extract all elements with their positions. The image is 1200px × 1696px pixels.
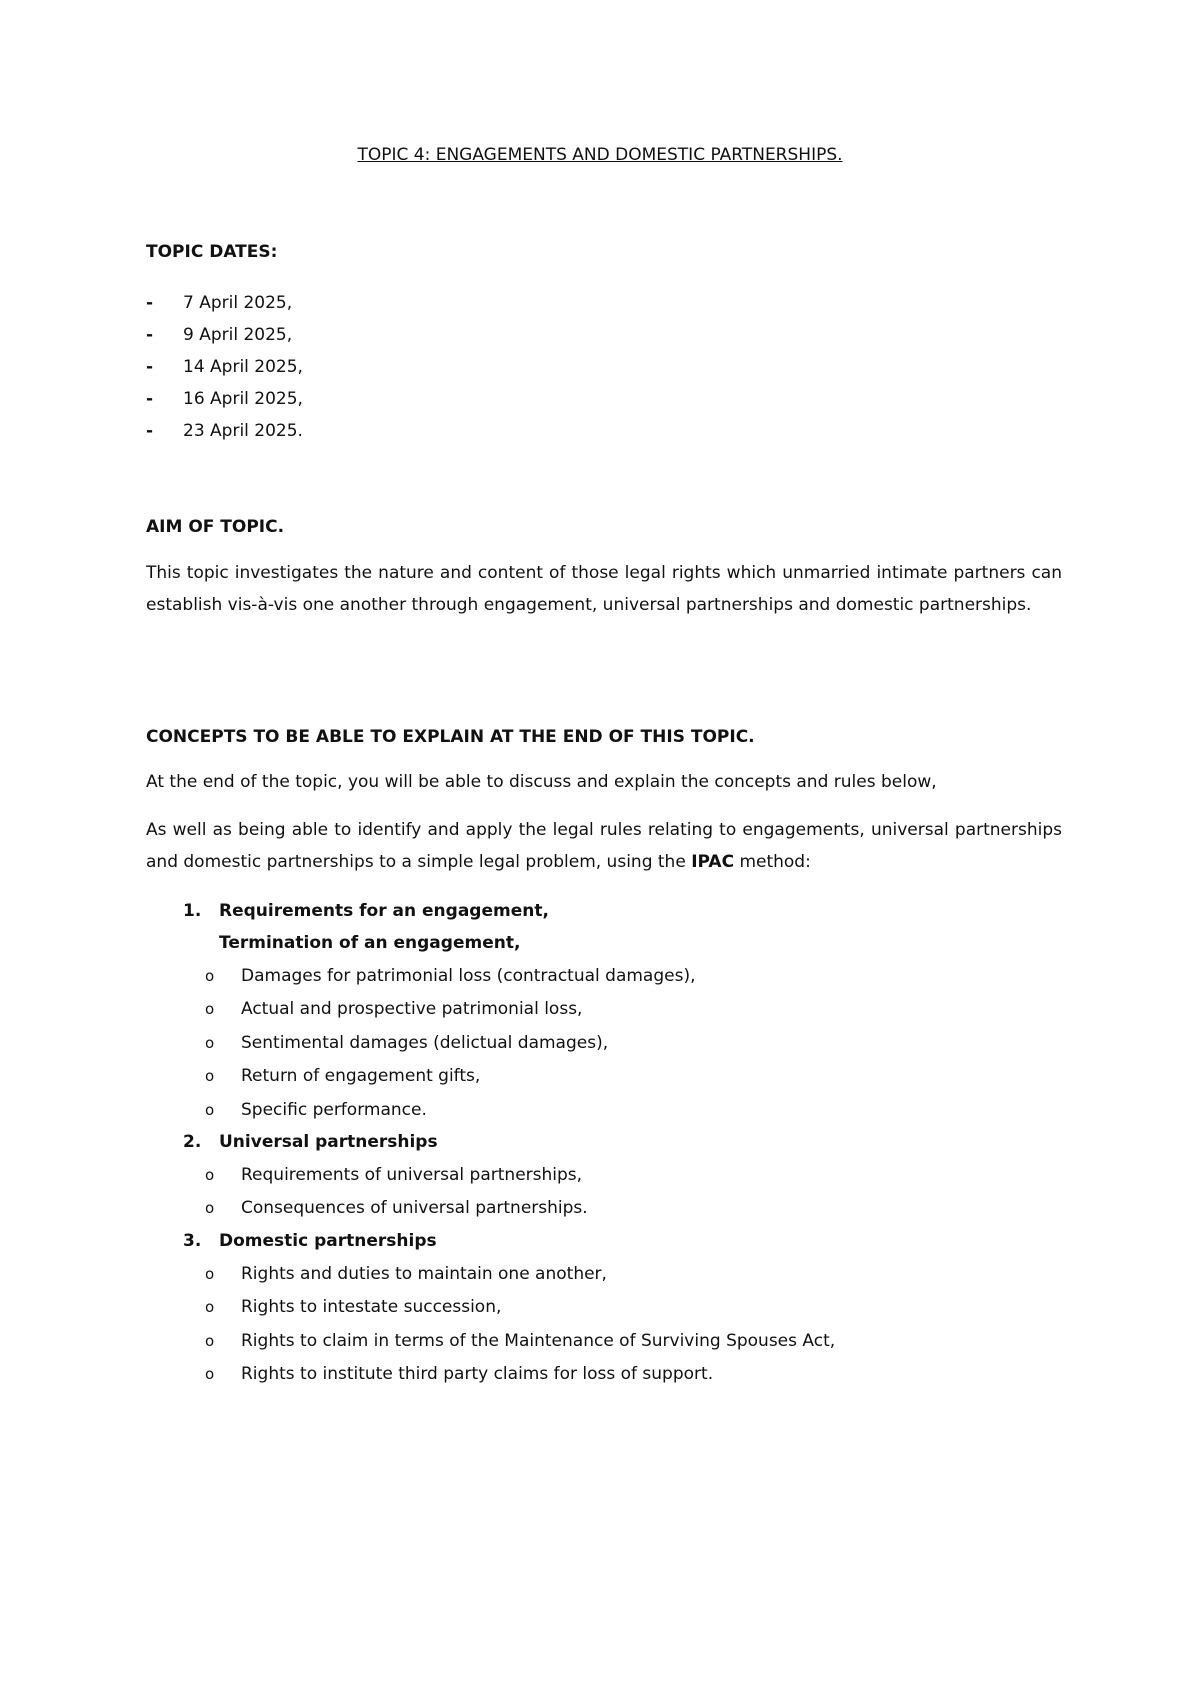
circle-bullet: o: [205, 1265, 215, 1283]
list-item: [205, 1192, 588, 1225]
circle-bullet: o: [205, 1033, 215, 1052]
date-item: [146, 415, 303, 447]
list-item: [205, 1258, 835, 1291]
circle-bullet: o: [205, 1298, 215, 1317]
list-item-text: Return of engagement gifts,: [241, 1066, 481, 1087]
date-item: [146, 351, 303, 383]
concepts-heading: CONCEPTS TO BE ABLE TO EXPLAIN AT THE END OF THIS TOPIC.: [146, 727, 755, 747]
dash-bullet: -: [146, 357, 154, 377]
concepts-intro: At the end of the topic, you will be able to discuss and explain the concepts and rules below,: [146, 772, 937, 792]
paragraph-text: As well as being able to identify and apply the legal rules relating to engagements, universal partnerships and domestic partnerships to a simple legal problem, using the: [146, 820, 1062, 872]
section-2-title: [183, 1126, 438, 1158]
date-text: 7 April 2025,: [183, 293, 293, 313]
date-text: 16 April 2025,: [183, 389, 303, 409]
date-item: [146, 383, 303, 415]
section-title-text: Universal partnerships: [219, 1132, 438, 1152]
section-1-list: [205, 960, 696, 1127]
section-3-list: [205, 1258, 835, 1392]
circle-bullet: o: [205, 1331, 215, 1350]
list-item: [205, 1027, 696, 1060]
circle-bullet: o: [205, 1166, 215, 1184]
date-text: 9 April 2025,: [183, 325, 293, 345]
list-item: [205, 1159, 588, 1192]
section-1-title: [183, 895, 549, 927]
document-title: TOPIC 4: ENGAGEMENTS AND DOMESTIC PARTNERSHIPS.: [357, 145, 843, 165]
list-item-text: Requirements of universal partnerships,: [241, 1165, 583, 1185]
section-title-text: Requirements for an engagement,: [219, 901, 549, 921]
dash-bullet: -: [146, 389, 154, 409]
list-item: [205, 1291, 835, 1324]
list-item: [205, 1094, 696, 1127]
list-item: [205, 960, 696, 993]
circle-bullet: o: [205, 967, 215, 985]
list-item-text: Consequences of universal partnerships.: [241, 1198, 588, 1219]
list-item-text: Actual and prospective patrimonial loss,: [241, 999, 583, 1020]
circle-bullet: o: [205, 1100, 215, 1119]
section-2-list: [205, 1159, 588, 1226]
paragraph-text: method:: [734, 852, 811, 872]
date-item: [146, 287, 303, 319]
list-item: [205, 993, 696, 1026]
list-item-text: Rights to claim in terms of the Maintenance of Surviving Spouses Act,: [241, 1330, 836, 1351]
topic-dates-list: [146, 287, 303, 447]
circle-bullet: o: [205, 1000, 215, 1019]
list-item-text: Rights to institute third party claims for loss of support.: [241, 1364, 714, 1385]
list-item-text: Sentimental damages (delictual damages),: [241, 1032, 609, 1053]
date-text: 14 April 2025,: [183, 357, 303, 377]
section-1-subtitle: Termination of an engagement,: [219, 933, 521, 953]
circle-bullet: o: [205, 1199, 215, 1218]
list-item: [205, 1358, 835, 1391]
list-item-text: Damages for patrimonial loss (contractual damages),: [241, 966, 696, 986]
circle-bullet: o: [205, 1067, 215, 1086]
list-item: [205, 1325, 835, 1358]
section-title-text: Domestic partnerships: [219, 1231, 437, 1251]
section-number: 1.: [183, 901, 202, 921]
list-item: [205, 1060, 696, 1093]
section-3-title: [183, 1225, 437, 1257]
dash-bullet: -: [146, 325, 154, 345]
list-item-text: Rights and duties to maintain one another,: [241, 1264, 607, 1284]
dash-bullet: -: [146, 293, 154, 313]
list-item-text: Specific performance.: [241, 1099, 427, 1120]
date-text: 23 April 2025.: [183, 421, 303, 441]
dash-bullet: -: [146, 421, 154, 441]
concepts-paragraph: [146, 814, 1062, 878]
aim-heading: AIM OF TOPIC.: [146, 517, 285, 537]
aim-paragraph: This topic investigates the nature and content of those legal rights which unmarried intimate partners can establish vis-à-vis one another through engagement, universal partnerships and domestic partnerships.: [146, 563, 1062, 615]
section-number: 2.: [183, 1132, 202, 1152]
date-item: [146, 319, 303, 351]
section-number: 3.: [183, 1231, 202, 1251]
list-item-text: Rights to intestate succession,: [241, 1297, 502, 1318]
topic-dates-heading: TOPIC DATES:: [146, 242, 278, 262]
circle-bullet: o: [205, 1365, 215, 1384]
ipac-term: IPAC: [691, 852, 735, 872]
